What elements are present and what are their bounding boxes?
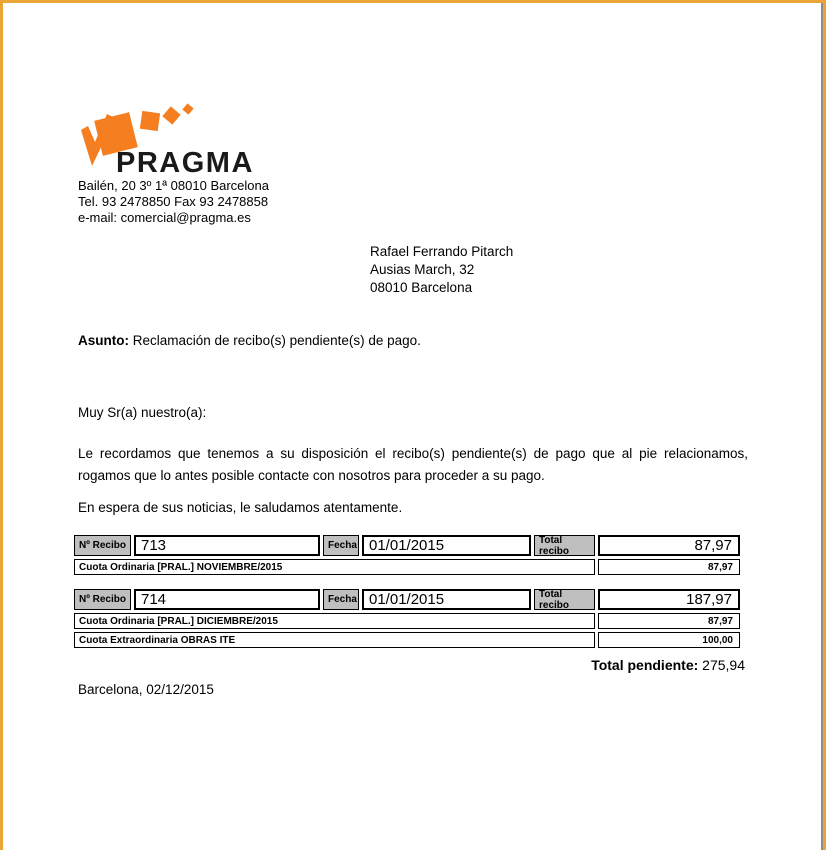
page-right-edge-shadow xyxy=(821,3,823,850)
sender-phone-line: Tel. 93 2478850 Fax 93 2478858 xyxy=(78,194,269,209)
receipt-line-row xyxy=(74,632,740,648)
subject-label: Asunto: xyxy=(78,333,129,348)
logo-brand-text: PRAGMA xyxy=(116,147,254,178)
subject-text: Reclamación de recibo(s) pendiente(s) de pago. xyxy=(129,333,421,348)
line-amount: 87,97 xyxy=(598,613,740,629)
logo-diamond-tiny-icon xyxy=(182,103,193,114)
date-label: Fecha xyxy=(323,535,359,556)
receipt-header-row xyxy=(74,589,740,610)
receipt-no-value: 714 xyxy=(134,589,320,610)
receipt-table-714 xyxy=(74,589,740,648)
total-pending-value: 275,94 xyxy=(698,657,745,673)
total-label: Total recibo xyxy=(534,535,595,556)
recipient-block xyxy=(370,243,513,297)
date-value: 01/01/2015 xyxy=(362,535,531,556)
total-value: 87,97 xyxy=(598,535,740,556)
receipt-table-713 xyxy=(74,535,740,575)
closing-line: En espera de sus noticias, le saludamos atentamente. xyxy=(78,500,403,515)
line-description: Cuota Extraordinaria OBRAS ITE xyxy=(74,632,595,648)
receipt-line-row xyxy=(74,559,740,575)
company-logo xyxy=(78,100,278,178)
place-date-line: Barcelona, 02/12/2015 xyxy=(78,682,214,697)
pragma-logo-graphic xyxy=(78,100,278,178)
date-label: Fecha xyxy=(323,589,359,610)
logo-diamond-small-icon xyxy=(162,106,180,124)
receipt-no-label: Nº Recibo xyxy=(74,535,131,556)
sender-address-block xyxy=(78,178,269,226)
receipt-header-row xyxy=(74,535,740,556)
sender-email-line: e-mail: comercial@pragma.es xyxy=(78,210,251,225)
receipt-line-row xyxy=(74,613,740,629)
total-label: Total recibo xyxy=(534,589,595,610)
sender-address-line: Bailén, 20 3º 1ª 08010 Barcelona xyxy=(78,178,269,193)
total-pending-line xyxy=(591,657,745,673)
line-description: Cuota Ordinaria [PRAL.] DICIEMBRE/2015 xyxy=(74,613,595,629)
recipient-name: Rafael Ferrando Pitarch xyxy=(370,244,514,259)
recipient-street: Ausias March, 32 xyxy=(370,262,475,277)
logo-square-medium-icon xyxy=(140,111,160,131)
recipient-city: 08010 Barcelona xyxy=(370,280,473,295)
subject-line xyxy=(78,333,421,348)
line-description: Cuota Ordinaria [PRAL.] NOVIEMBRE/2015 xyxy=(74,559,595,575)
line-amount: 100,00 xyxy=(598,632,740,648)
salutation: Muy Sr(a) nuestro(a): xyxy=(78,405,207,420)
total-value: 187,97 xyxy=(598,589,740,610)
total-pending-label: Total pendiente: xyxy=(591,657,699,673)
body-paragraph: Le recordamos que tenemos a su disposición el recibo(s) pendiente(s) de pago que al pie relacionamos, rogamos que lo antes posible contacte con nosotros para proceder a su pago. xyxy=(78,446,748,483)
line-amount: 87,97 xyxy=(598,559,740,575)
receipt-no-label: Nº Recibo xyxy=(74,589,131,610)
receipt-no-value: 713 xyxy=(134,535,320,556)
date-value: 01/01/2015 xyxy=(362,589,531,610)
